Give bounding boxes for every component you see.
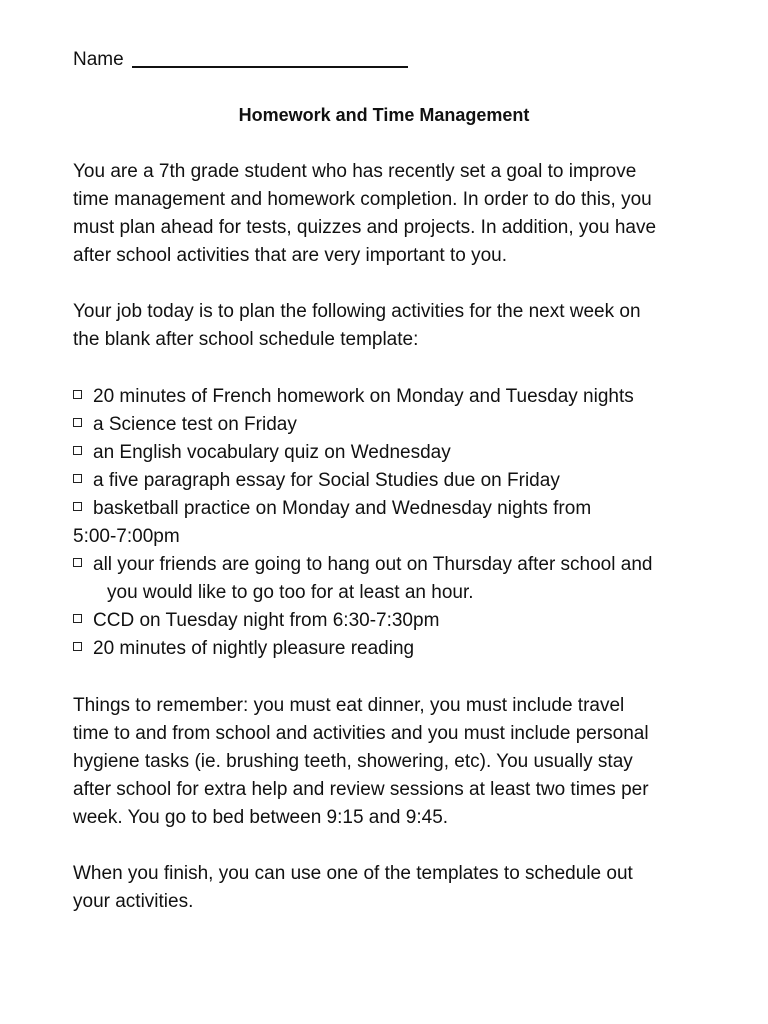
list-item: [73, 551, 733, 607]
square-bullet-icon: [73, 418, 82, 427]
square-bullet-icon: [73, 474, 82, 483]
list-item: [73, 411, 733, 439]
intro-line: after school activities that are very important to you.: [73, 245, 508, 266]
reminders-line: time to and from school and activities and you must include personal: [73, 723, 649, 744]
list-item: [73, 495, 733, 551]
list-item-text: 20 minutes of nightly pleasure reading: [93, 638, 415, 659]
square-bullet-icon: [73, 558, 82, 567]
task-line: the blank after school schedule template:: [73, 329, 419, 350]
square-bullet-icon: [73, 390, 82, 399]
list-item: [73, 607, 733, 635]
list-item-text: basketball practice on Monday and Wednesday nights from: [93, 498, 592, 519]
name-label: Name: [73, 49, 124, 70]
reminders-line: Things to remember: you must eat dinner, you must include travel: [73, 695, 625, 716]
square-bullet-icon: [73, 502, 82, 511]
list-item-continuation: 5:00-7:00pm: [73, 526, 180, 547]
square-bullet-icon: [73, 642, 82, 651]
reminders-line: hygiene tasks (ie. brushing teeth, showering, etc). You usually stay: [73, 751, 633, 772]
closing-paragraph: [73, 860, 713, 916]
task-line: Your job today is to plan the following activities for the next week on: [73, 301, 641, 322]
list-item-continuation: you would like to go too for at least an hour.: [107, 582, 474, 603]
intro-line: You are a 7th grade student who has recently set a goal to improve: [73, 161, 637, 182]
list-item: [73, 383, 733, 411]
intro-line: must plan ahead for tests, quizzes and projects. In addition, you have: [73, 217, 657, 238]
square-bullet-icon: [73, 446, 82, 455]
list-item-text: a five paragraph essay for Social Studies due on Friday: [93, 470, 560, 491]
closing-line: When you finish, you can use one of the templates to schedule out: [73, 863, 633, 884]
reminders-paragraph: [73, 692, 713, 832]
list-item: [73, 467, 733, 495]
list-item: [73, 439, 733, 467]
list-item-text: an English vocabulary quiz on Wednesday: [93, 442, 451, 463]
list-item: [73, 635, 733, 663]
page-title: Homework and Time Management: [238, 105, 530, 125]
reminders-line: week. You go to bed between 9:15 and 9:45.: [73, 807, 449, 828]
name-blank-line: [132, 47, 408, 68]
square-bullet-icon: [73, 614, 82, 623]
intro-line: time management and homework completion. In order to do this, you: [73, 189, 652, 210]
intro-paragraph: [73, 158, 713, 270]
list-item-text: CCD on Tuesday night from 6:30-7:30pm: [93, 610, 440, 631]
reminders-line: after school for extra help and review sessions at least two times per: [73, 779, 649, 800]
activities-list: [73, 383, 733, 663]
list-item-text: all your friends are going to hang out on Thursday after school and: [93, 554, 653, 575]
list-item-text: 20 minutes of French homework on Monday and Tuesday nights: [93, 386, 634, 407]
list-item-text: a Science test on Friday: [93, 414, 297, 435]
closing-line: your activities.: [73, 891, 194, 912]
task-paragraph: [73, 298, 713, 354]
name-field: [73, 47, 408, 73]
